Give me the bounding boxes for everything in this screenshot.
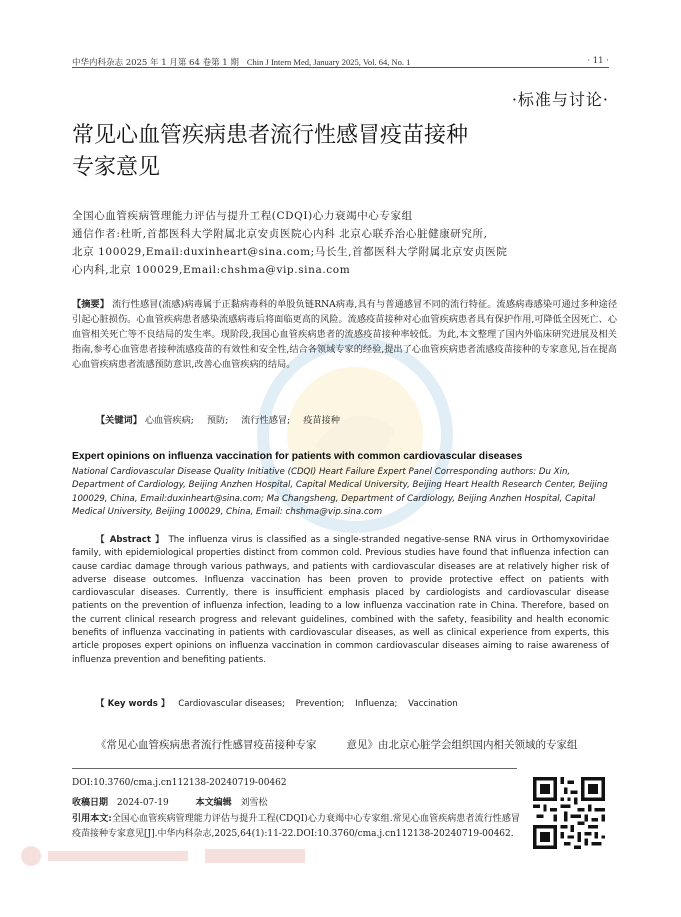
keyword-en: Influenza; xyxy=(355,699,398,709)
cite-label: 引用本文: xyxy=(72,814,112,824)
corresp-line-2: 北京 100029,Email:duxinheart@sina.com;马长生,首都医科大学附属北京安贞医院 xyxy=(72,246,508,258)
corresp-line-3: 心内科,北京 100029,Email:chshma@vip.sina.com xyxy=(72,264,351,276)
keywords-cn xyxy=(96,412,350,426)
keywords-en-label: 【 Key words 】 xyxy=(96,699,170,709)
publisher-logo-icon xyxy=(20,845,320,867)
editor-label: 本文编辑 xyxy=(195,798,232,808)
keyword-en: Cardiovascular diseases; xyxy=(178,699,285,709)
keywords-cn-label: 【关键词】 xyxy=(96,415,142,426)
keyword-cn: 心血管疾病; xyxy=(144,415,194,426)
author-group: 全国心血管疾病管理能力评估与提升工程(CDQI)心力衰竭中心专家组 xyxy=(72,210,413,222)
authors-cn xyxy=(72,207,512,279)
received-label: 收稿日期 xyxy=(72,798,109,808)
received-info xyxy=(72,795,268,808)
abstract-en-label: 【 Abstract 】 xyxy=(96,535,165,545)
keyword-cn: 预防; xyxy=(206,415,229,426)
keywords-en xyxy=(96,697,466,709)
cite-text: 全国心血管疾病管理能力评估与提升工程(CDQI)心力衰竭中心专家组.常见心血管疾病患者流行性感冒疫苗接种专家意见[J].中华内科杂志,2025,64(1):11-22.DOI:10.3760/cma.j.cn112138-20240719-00462. xyxy=(72,814,521,839)
journal-en: Chin J Intern Med, January 2025, Vol. 64, No. 1 xyxy=(246,57,411,67)
title-line-2: 专家意见 xyxy=(72,155,161,180)
abstract-en xyxy=(72,534,609,667)
abstract-en-text: The influenza virus is classified as a single-stranded negative-sense RNA virus in Orthomyxoviridae family, with epidemiological properties distinct from common cold. Previous studies have found that influenza infection can cause cardiac damage through various pathways, and patients with cardiovascular diseases are at relatively higher risk of adverse disease outcomes. Influenza vaccination has been proven to provide protective effect on patients with cardiovascular diseases. Currently, there is insufficient emphasis placed by cardiologists and cardiovascular disease patients on the prevention of influenza infection, leading to a low influenza vaccination rate in China. Therefore, based on the current clinical research progress and relevant guidelines, combined with the safety, feasibility and health economic benefits of influenza vaccinating in patients with cardiovascular diseases, as well as clinical experience from experts, this article proposes expert opinions on influenza vaccination in common cardiovascular diseases aiming to raise awareness of influenza prevention and benefiting patients. xyxy=(72,535,609,665)
abstract-cn xyxy=(72,297,617,372)
abstract-cn-label: 【摘要】 xyxy=(72,299,110,310)
keyword-cn: 疫苗接种 xyxy=(303,415,340,426)
journal-cn: 中华内科杂志 2025 年 1 月第 64 卷第 1 期 xyxy=(72,58,239,68)
keyword-cn: 流行性感冒; xyxy=(241,415,291,426)
abstract-cn-text: 流行性感冒(流感)病毒属于正黏病毒科的单股负链RNA病毒,具有与普通感冒不同的流行特征。流感病毒感染可通过多种途径引起心脏损伤。心血管疾病患者感染流感病毒后将面临更高的风险。流感疫苗接种对心血管疾病患者具有保护作用,可降低全因死亡、心血管相关死亡等不良结局的发生率。现阶段,我国心血管疾病患者的流感疫苗接种率较低。为此,本文整理了国内外临床研究进展及相关指南,参考心血管患者接种流感疫苗的有效性和安全性,结合各领域专家的经验,提出了心血管疾病患者流感疫苗接种的专家意见,旨在提高心血管疾病患者流感预防意识,改善心血管疾病的结局。 xyxy=(72,299,618,370)
header-divider xyxy=(72,67,609,68)
footer-divider xyxy=(72,768,517,769)
affiliations-en: National Cardiovascular Disease Quality Initiative (CDQI) Heart Failure Expert Panel Corresponding authors: Du Xin, Department of Cardiology, Beijing Anzhen Hospital, Capital Medical University, Beijing Heart Health Research Center, Beijing 100029, China, Email:duxinheart@sina.com; Ma Changsheng, Department of Cardiology, Beijing Anzhen Hospital, Capital Medical University, Beijing 100029, China, Email: chshma@vip.sina.com xyxy=(72,467,608,517)
body-first-line xyxy=(96,737,578,752)
body-text: 意见》由北京心脏学会组织国内相关领域的专家组 xyxy=(346,739,578,751)
keyword-en: Vaccination xyxy=(408,699,458,709)
citation xyxy=(72,812,520,842)
article-title-en: Expert opinions on influenza vaccination for patients with common cardiovascular diseases xyxy=(72,451,523,462)
section-label: ·标准与讨论· xyxy=(511,90,609,109)
keyword-en: Prevention; xyxy=(295,699,345,709)
qr-code-icon[interactable] xyxy=(533,777,605,849)
received-date: 2024-07-19 xyxy=(116,798,169,808)
article-title-cn xyxy=(72,120,552,184)
corresp-line-1: 通信作者:杜昕,首都医科大学附属北京安贞医院心内科 北京心联乔治心脏健康研究所, xyxy=(72,228,488,240)
body-text: 《常见心血管疾病患者流行性感冒疫苗接种专家 xyxy=(96,739,317,751)
title-line-1: 常见心血管疾病患者流行性感冒疫苗接种 xyxy=(72,123,469,148)
doi: DOI:10.3760/cma.j.cn112138-20240719-00462 xyxy=(72,778,287,788)
page-number: · 11 · xyxy=(587,56,609,66)
editor-name: 刘雪松 xyxy=(240,798,268,808)
